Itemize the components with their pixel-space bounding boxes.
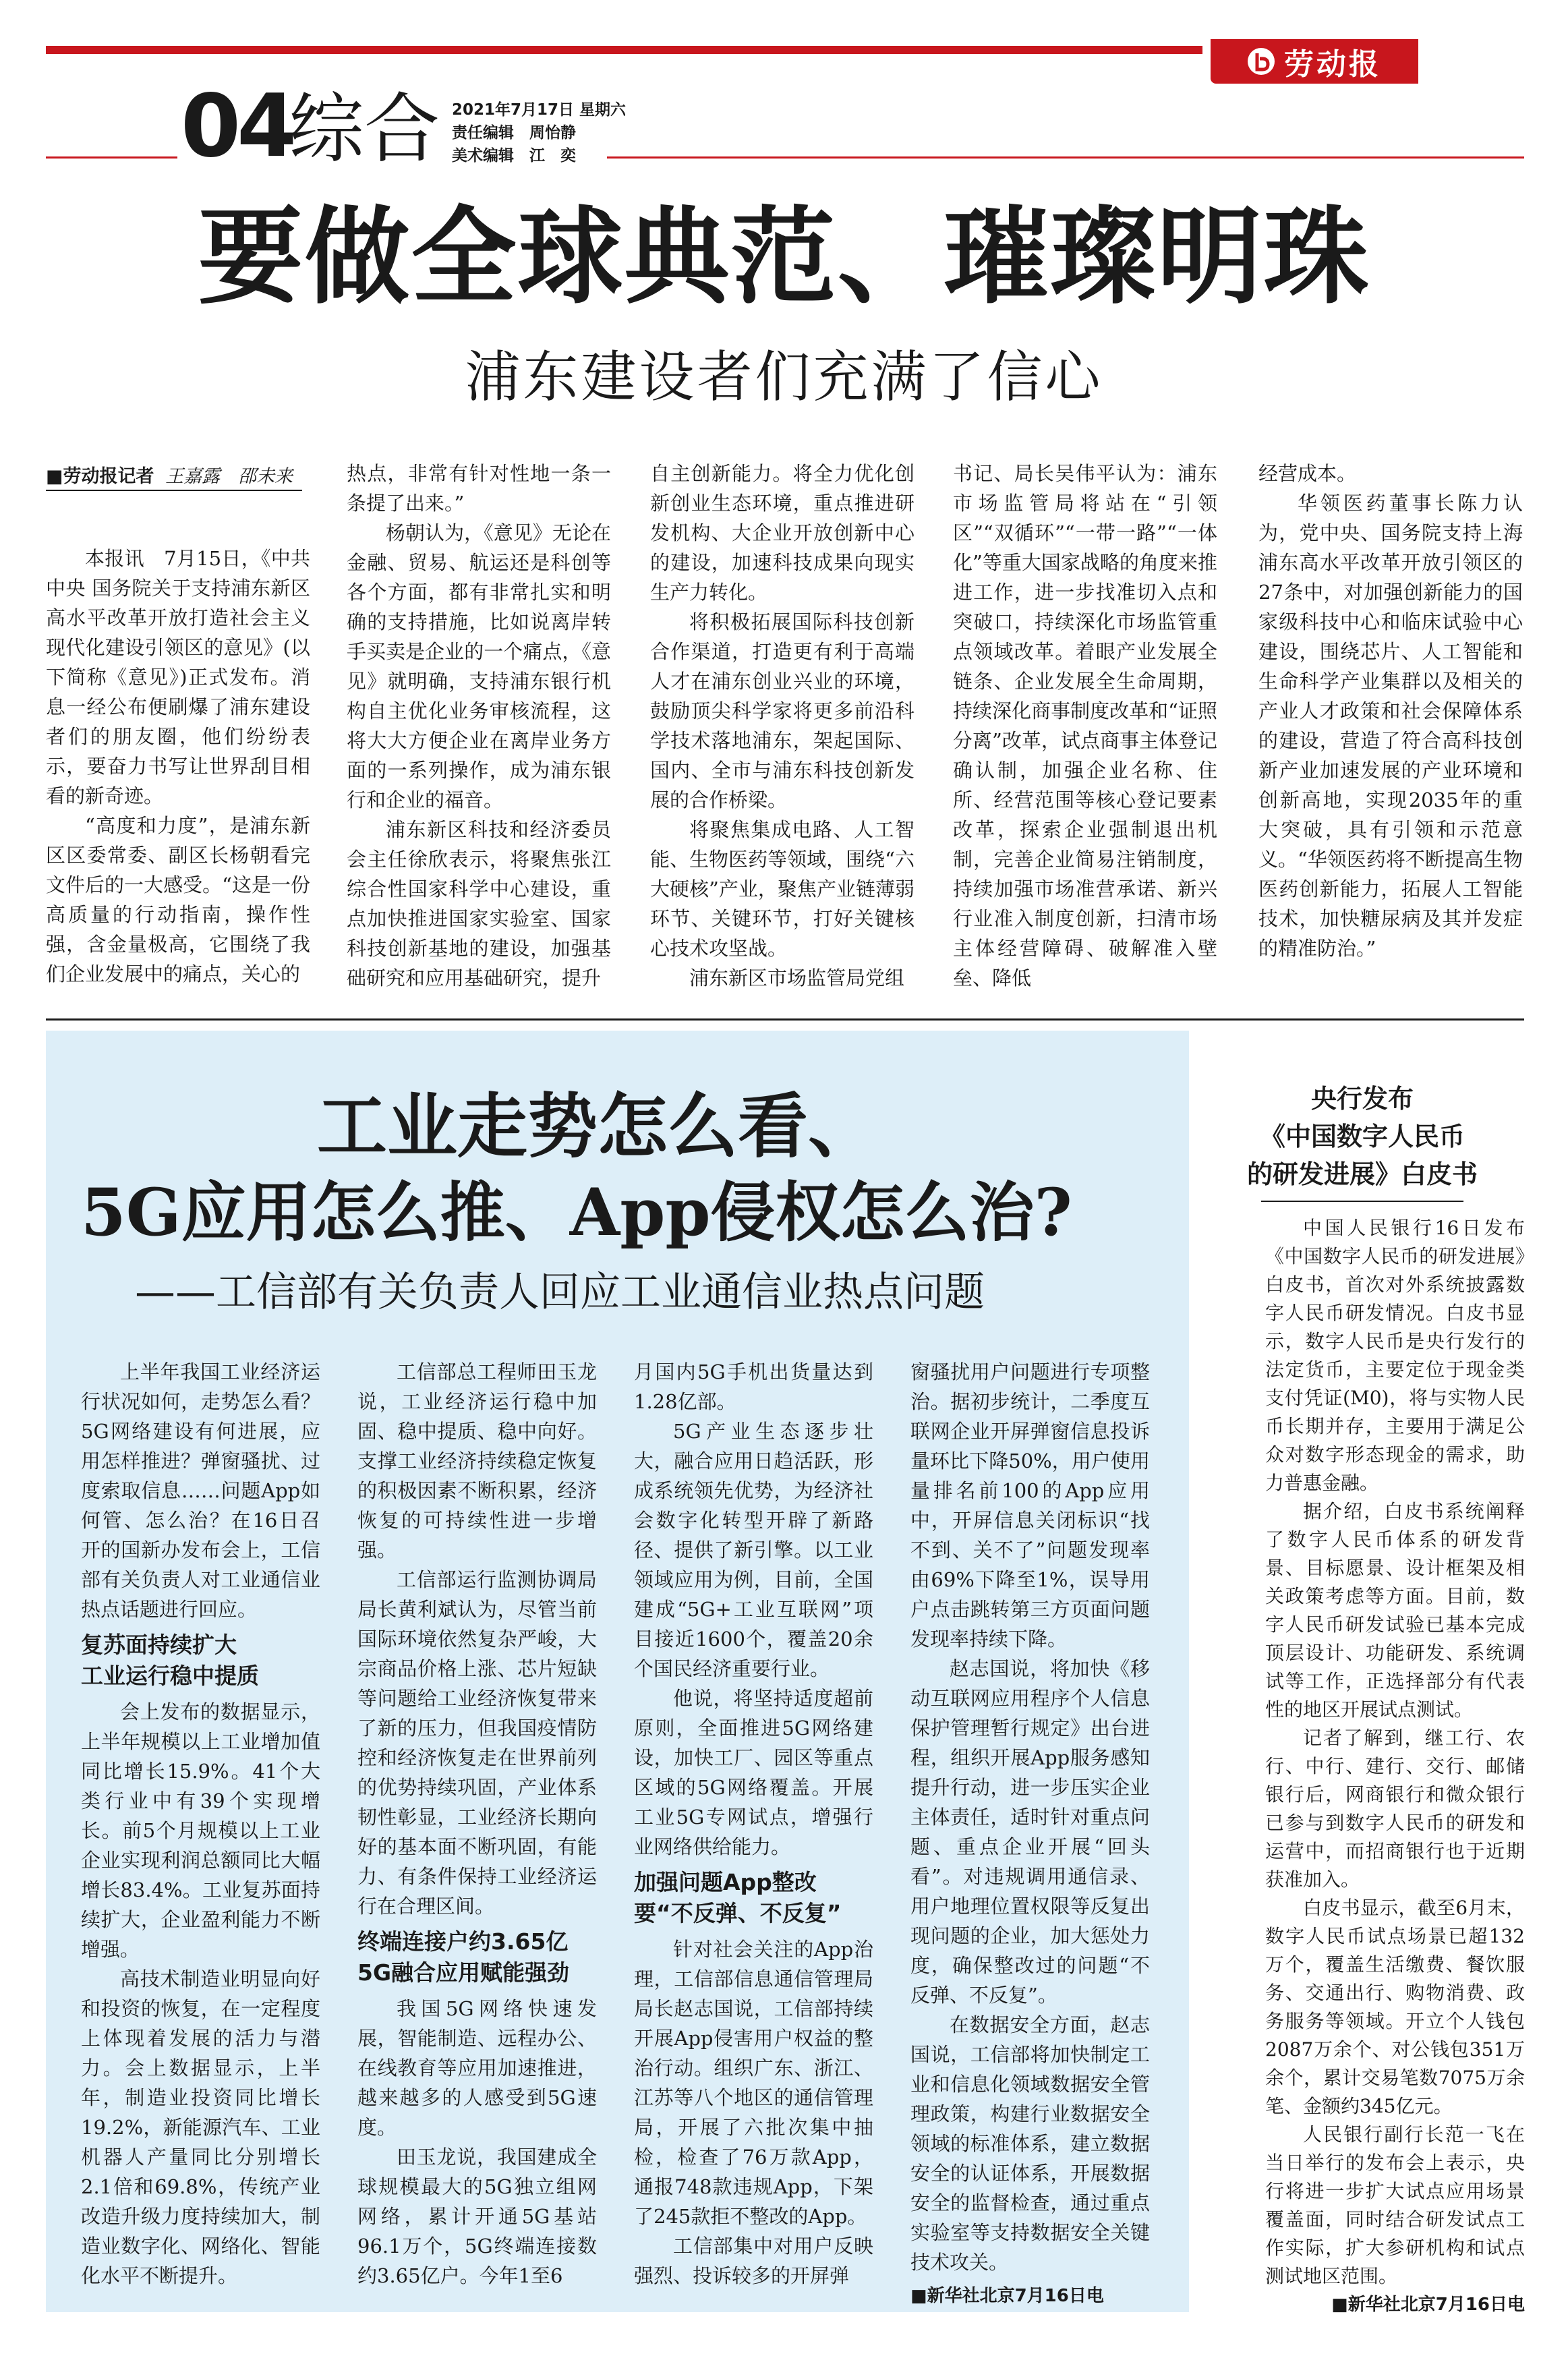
byline-prefix: ■劳动报记者 <box>46 466 154 487</box>
laodongbao-logo-icon <box>1248 48 1275 75</box>
main-col-2 <box>347 459 611 993</box>
main-col-3 <box>650 459 914 993</box>
paragraph: 自主创新能力。将全力优化创新创业生态环境，重点推进研发机构、大企业开放创新中心的建设，加速科技成果向现实生产力转化。 <box>650 462 914 604</box>
feature-col-2 <box>357 1357 597 2291</box>
feature-headline-1: 工业走势怎么看、 <box>317 1085 879 1168</box>
sidebar-paragraph: 人民银行副行长范一飞在当日举行的发布会上表示，央行将进一步扩大试点应用场景覆盖面，同时结合研发试点工作实际，扩大参研机构和试点测试地区范围。 <box>1265 2123 1525 2287</box>
sidebar-source: ■新华社北京7月16日电 <box>1331 2295 1525 2315</box>
paragraph: 将积极拓展国际科技创新合作渠道，打造更有利于高端人才在浦东创业兴业的环境，鼓励顶尖科学家将更多前沿科学技术落地浦东，架起国际、国内、全市与浦东科技创新发展的合作桥梁。 <box>650 610 914 811</box>
masthead-badge <box>1211 39 1418 84</box>
paragraph: 工信部集中对用户反映强烈、投诉较多的开屏弹 <box>634 2235 873 2287</box>
paragraph: 高技术制造业明显向好和投资的恢复，在一定程度上体现着发展的活力与潜力。会上数据显示，上半年，制造业投资同比增长19.2%，新能源汽车、工业机器人产量同比分别增长2.1倍和69.8%，传统产业改造升级力度持续加大，制造业数字化、网络化、智能化水平不断提升。 <box>81 1967 320 2287</box>
paragraph: 本报讯 7月15日，《中共中央 国务院关于支持浦东新区高水平改革开放打造社会主义现代化建设引领区的意见》(以下简称《意见》)正式发布。消息一经公布便刷爆了浦东建设者们的朋友圈，他们纷纷表示，要奋力书写让世界刮目相看的新奇迹。 <box>46 547 310 807</box>
responsible-editor: 责任编辑 周怡静 <box>452 124 576 142</box>
main-subheadline: 浦东建设者们充满了信心 <box>465 345 1103 409</box>
byline <box>46 461 293 488</box>
byline-names: 王嘉露 邵未来 <box>165 466 293 487</box>
feature-col-3 <box>634 1357 873 2291</box>
paragraph: 上半年我国工业经济运行状况如何，走势怎么看？5G网络建设有何进展，应用怎样推进？弹窗骚扰、过度索取信息……问题App如何管、怎么治？在16日召开的国新办发布会上，工信部有关负责人对工业通信业热点话题进行回应。 <box>81 1360 320 1621</box>
masthead-title: 劳动报 <box>1284 47 1381 82</box>
paragraph: 将聚焦集成电路、人工智能、生物医药等领域，围绕“六大硬核”产业，聚焦产业链薄弱环节、关键环节，打好关键核心技术攻坚战。 <box>650 818 914 960</box>
feature-headline-2: 5G应用怎么推、App侵权怎么治? <box>81 1174 1072 1251</box>
sidebar-paragraph: 记者了解到，继工行、农行、中行、建行、交行、邮储银行后，网商银行和微众银行已参与到数字人民币的研发和运营中，而招商银行也于近期获准加入。 <box>1265 1727 1525 1891</box>
main-headline: 要做全球典范、璀璨明珠 <box>198 195 1370 318</box>
paragraph: 针对社会关注的App治理，工信部信息通信管理局局长赵志国说，工信部持续开展App侵害用户权益的整治行动。组织广东、浙江、江苏等八个地区的通信管理局，开展了六批次集中抽检，检查了76万款App，通报748款违规App，下架了245款拒不整改的App。 <box>634 1938 873 2228</box>
subheading: 加强问题App整改 要“不反弹、不反复” <box>634 1869 842 1926</box>
sidebar-headline-2: 《中国数字人民币 <box>1259 1121 1465 1151</box>
sidebar-headline-rule <box>1261 1201 1463 1202</box>
sidebar-paragraph: 白皮书显示，截至6月末，数字人民币试点场景已超132万个，覆盖生活缴费、餐饮服务、交通出行、购物消费、政务服务等领域。开立个人钱包2087万余个、对公钱包351万余个，累计交易笔数7075万余笔、金额约345亿元。 <box>1265 1897 1525 2117</box>
subheading: 终端连接户约3.65亿 5G融合应用赋能强劲 <box>357 1928 570 1986</box>
section-divider <box>46 1018 1524 1021</box>
paragraph: 窗骚扰用户问题进行专项整治。据初步统计，二季度互联网企业开屏弹窗信息投诉量环比下降50%，用户使用量排名前100的App应用中，开屏信息关闭标识“找不到、关不了”问题发现率由69%下降至1%，误导用户点击跳转第三方页面问题发现率持续下降。 <box>910 1360 1150 1650</box>
feature-col-1 <box>81 1357 320 2291</box>
paragraph: 书记、局长吴伟平认为：浦东市场监管局将站在“引领区”“双循环”“一带一路”“一体化”等重大国家战略的角度来推进工作，进一步找准切入点和突破口，持续深化市场监管重点领域改革。着眼产业发展全链条、企业发展全生命周期，持续深化商事制度改革和“证照分离”改革，试点商事主体登记确认制，加强企业名称、住所、经营范围等核心登记要素改革，探索企业强制退出机制，完善企业简易注销制度，持续加强市场准营承诺、新兴行业准入制度创新，扫清市场主体经营障碍、破解准入壁垒、降低 <box>953 462 1217 989</box>
paragraph: 工信部总工程师田玉龙说，工业经济运行稳中加固、稳中提质、稳中向好。支撑工业经济持续稳定恢复的积极因素不断积累，经济恢复的可持续性进一步增强。 <box>357 1360 597 1561</box>
feature-col-4 <box>910 1357 1150 2311</box>
subheading: 复苏面持续扩大 工业运行稳中提质 <box>81 1632 259 1689</box>
section-name: 综合 <box>289 86 440 173</box>
sidebar-paragraph: 据介绍，白皮书系统阐释了数字人民币体系的研发背景、目标愿景、设计框架及相关政策考虑等方面。目前，数字人民币研发试验已基本完成顶层设计、功能研发、系统调试等工作，正选择部分有代表性的地区开展试点测试。 <box>1265 1500 1525 1721</box>
header-rule-right <box>607 156 1524 159</box>
paragraph: 他说，将坚持适度超前原则，全面推进5G网络建设，加快工厂、园区等重点区域的5G网络覆盖。开展工业5G专网试点，增强行业网络供给能力。 <box>634 1687 873 1858</box>
header-rule-top <box>46 46 1202 54</box>
paragraph: 赵志国说，将加快《移动互联网应用程序个人信息保护管理暂行规定》出台进程，组织开展App服务感知提升行动，进一步压实企业主体责任，适时针对重点问题、重点企业开展“回头看”。对违规调用通信录、用户地理位置权限等反复出现问题的企业，加大惩处力度，确保整改过的问题“不反弹、不反复”。 <box>910 1657 1150 2007</box>
paragraph: 田玉龙说，我国建成全球规模最大的5G独立组网网络，累计开通5G基站96.1万个，5G终端连接数约3.65亿户。今年1至6 <box>357 2146 597 2287</box>
paragraph: 5G产业生态逐步壮大，融合应用日趋活跃，形成系统领先优势，为经济社会数字化转型开辟了新路径、提供了新引擎。以工业领域应用为例，目前，全国建成“5G+工业互联网”项目接近1600个，覆盖20余个国民经济重要行业。 <box>634 1420 873 1680</box>
issue-date: 2021年7月17日 星期六 <box>452 101 627 119</box>
paragraph: 华领医药董事长陈力认为，党中央、国务院支持上海浦东高水平改革开放引领区的27条中，对加强创新能力的国家级科技中心和临床试验中心建设，围绕芯片、人工智能和生命科学产业集群以及相关的产业人才政策和社会保障体系的建设，营造了符合高科技创新产业加速发展的产业环境和创新高地，实现2035年的重大突破，具有引领和示范意义。“华领医药将不断提高生物医药创新能力，拓展人工智能技术，加快糖尿病及其并发症的精准防治。” <box>1258 492 1523 960</box>
paragraph: 杨朝认为，《意见》无论在金融、贸易、航运还是科创等各个方面，都有非常扎实和明确的支持措施，比如说离岸转手买卖是企业的一个痛点，《意见》就明确，支持浦东银行机构自主优化业务审核流程，这将大大方便企业在离岸业务方面的一系列操作，成为浦东银行和企业的福音。 <box>347 521 611 811</box>
sidebar-paragraph: 中国人民银行16日发布《中国数字人民币的研发进展》白皮书，首次对外系统披露数字人民币研发情况。白皮书显示，数字人民币是央行发行的法定货币，主要定位于现金类支付凭证(M0)，将与实物人民币长期并存，主要用于满足公众对数字形态现金的需求，助力普惠金融。 <box>1265 1217 1525 1494</box>
sidebar-headline-1: 央行发布 <box>1310 1083 1414 1114</box>
header-rule-left <box>46 156 177 159</box>
paragraph: 浦东新区市场监管局党组 <box>689 967 905 989</box>
sidebar-body <box>1265 1214 1525 2319</box>
main-col-4 <box>953 459 1217 993</box>
main-col-1 <box>46 544 310 989</box>
paragraph: 经营成本。 <box>1258 462 1357 485</box>
paragraph: 我国5G网络快速发展，智能制造、远程办公、在线教育等应用加速推进，越来越多的人感受到5G速度。 <box>357 1997 597 2139</box>
paragraph: 在数据安全方面，赵志国说，工信部将加快制定工业和信息化领域数据安全管理政策，构建行业数据安全领域的标准体系，建立数据安全的认证体系，开展数据安全的监督检查，通过重点实验室等支持数据安全关键技术攻关。 <box>910 2013 1150 2274</box>
page-number: 04 <box>181 76 293 177</box>
art-editor: 美术编辑 江 奕 <box>452 147 576 165</box>
paragraph: 月国内5G手机出货量达到1.28亿部。 <box>634 1360 873 1413</box>
source-line: ■新华社北京7月16日电 <box>910 2286 1104 2306</box>
paragraph: 工信部运行监测协调局局长黄利斌认为，尽管当前国际环境依然复杂严峻，大宗商品价格上涨、芯片短缺等问题给工业经济恢复带来了新的压力，但我国疫情防控和经济恢复走在世界前列的优势持续巩固，产业体系韧性彰显，工业经济长期向好的基本面不断巩固，有能力、有条件保持工业经济运行在合理区间。 <box>357 1568 597 1918</box>
sidebar-headline-3: 的研发进展》白皮书 <box>1246 1159 1478 1189</box>
paragraph: 浦东新区科技和经济委员会主任徐欣表示，将聚焦张江综合性国家科学中心建设，重点加快推进国家实验室、国家科技创新基地的建设，加强基础研究和应用基础研究，提升 <box>347 818 611 989</box>
byline-underline <box>46 490 302 491</box>
paragraph: 热点，非常有针对性地一条一条提了出来。” <box>347 462 611 515</box>
paragraph: “高度和力度”，是浦东新区区委常委、副区长杨朝看完文件后的一大感受。“这是一份高质量的行动指南，操作性强，含金量极高，它围绕了我们企业发展中的痛点，关心的 <box>46 814 310 985</box>
main-col-5 <box>1258 459 1523 963</box>
feature-subheadline: ——工信部有关负责人回应工业通信业热点问题 <box>135 1269 985 1316</box>
paragraph: 会上发布的数据显示，上半年规模以上工业增加值同比增长15.9%。41个大类行业中有39个实现增长。前5个月规模以上工业企业实现利润总额同比大幅增长83.4%。工业复苏面持续扩大，企业盈利能力不断增强。 <box>81 1700 320 1961</box>
